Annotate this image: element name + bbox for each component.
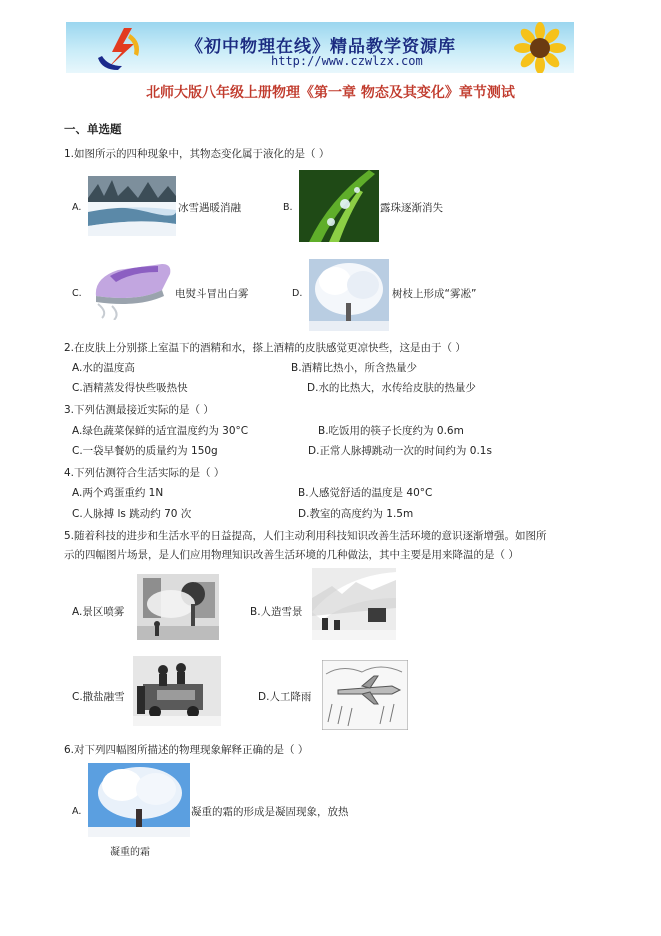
header-banner <box>66 22 574 73</box>
q5-option-c-letter: C. <box>72 691 83 703</box>
question-1-stem: 1.如图所示的四种现象中，其物态变化属于液化的是（ ） <box>64 148 330 160</box>
q5-option-c-text: 撒盐融雪 <box>82 691 125 703</box>
q1-option-c-letter: C. <box>72 288 82 299</box>
q2-option-c-text: 酒精蒸发得快些吸热快 <box>82 382 188 394</box>
q1-option-d-letter: D. <box>292 288 303 299</box>
document-title: 北师大版八年级上册物理《第一章 物态及其变化》章节测试 <box>146 85 515 101</box>
question-5-stem-line-2: 示的四幅图片场景，是人们应用物理知识改善生活环境的几种做法，其中主要是用来降温的是（ ） <box>64 549 519 561</box>
artificial-snow-photo <box>312 568 396 640</box>
q5-option-b-letter: B. <box>250 606 261 618</box>
q3-option-a-letter: A. <box>72 425 83 437</box>
q5-option-d-letter: D. <box>258 691 270 703</box>
banner-title: 《初中物理在线》精品教学资源库 <box>186 37 456 57</box>
q5-option-d <box>258 690 311 704</box>
q1-option-a-letter: A. <box>72 202 82 213</box>
section-heading: 一、单选题 <box>64 122 122 136</box>
q3-option-a-text: 绿色蔬菜保鲜的适宜温度约为 30°C <box>82 425 249 437</box>
q2-option-d-letter: D. <box>307 382 319 394</box>
q5-option-d-text: 人工降雨 <box>269 691 312 703</box>
steam-iron-photo <box>88 256 174 320</box>
q5-option-a-letter: A. <box>72 606 83 618</box>
question-6-stem: 6.对下列四幅图所描述的物理现象解释正确的是（ ） <box>64 744 309 756</box>
q6-image-caption: 凝重的霜 <box>110 847 150 858</box>
q3-option-c <box>72 444 218 458</box>
q3-option-b-text: 吃饭用的筷子长度约为 0.6m <box>328 425 464 437</box>
q2-option-b <box>291 361 417 375</box>
heavy-frost-tree-photo <box>88 763 190 837</box>
q4-option-b-text: 人感觉舒适的温度是 40°C <box>308 487 433 499</box>
q4-option-c-text: 人脉搏 ls 跳动约 70 次 <box>82 508 192 520</box>
dewdrop-leaf-photo <box>299 170 379 242</box>
q1-option-c-text: 电熨斗冒出白雾 <box>175 288 249 300</box>
q3-option-c-text: 一袋早餐奶的质量约为 150g <box>82 445 218 457</box>
logo-icon <box>94 26 146 70</box>
q2-option-b-letter: B. <box>291 362 302 374</box>
q2-option-c <box>72 381 188 395</box>
q3-option-a <box>72 424 248 438</box>
q5-option-b <box>250 605 303 619</box>
q4-option-b <box>298 486 432 500</box>
q4-option-c-letter: C. <box>72 508 83 520</box>
q1-option-a-text: 冰雪遇暖消融 <box>178 202 241 214</box>
q4-option-a <box>72 486 163 500</box>
q1-option-d-text: 树枝上形成“雾凇” <box>392 288 477 300</box>
q2-option-d <box>307 381 476 395</box>
q5-option-a <box>72 605 124 619</box>
q3-option-b-letter: B. <box>318 425 329 437</box>
q3-option-b <box>318 424 464 438</box>
rime-tree-photo <box>309 259 389 331</box>
q4-option-a-text: 两个鸡蛋重约 1N <box>82 487 164 499</box>
question-5-stem-line-1: 5.随着科技的进步和生活水平的日益提高，人们主动利用科技知识改善生活环境的意识逐渐增强。如图所 <box>64 530 547 542</box>
q4-option-d <box>298 507 413 521</box>
q1-option-b-text: 露珠逐渐消失 <box>380 202 443 214</box>
artificial-rain-drawing <box>322 660 408 730</box>
sunflower-icon <box>506 22 574 73</box>
q2-option-c-letter: C. <box>72 382 83 394</box>
salt-spreading-photo <box>133 656 221 726</box>
q4-option-d-text: 教室的高度约为 1.5m <box>309 508 414 520</box>
q6-option-a-letter: A. <box>72 806 82 817</box>
question-2-stem: 2.在皮肤上分别搽上室温下的酒精和水，搽上酒精的皮肤感觉更凉快些，这是由于（ ） <box>64 342 466 354</box>
scenic-spray-photo <box>137 574 219 640</box>
q1-option-b-letter: B. <box>283 202 293 213</box>
q4-option-d-letter: D. <box>298 508 310 520</box>
question-4-stem: 4.下列估测符合生活实际的是（ ） <box>64 467 225 479</box>
q3-option-d-text: 正常人脉搏跳动一次的时间约为 0.1s <box>319 445 492 457</box>
q3-option-d <box>308 444 492 458</box>
q4-option-b-letter: B. <box>298 487 309 499</box>
q2-option-a-text: 水的温度高 <box>82 362 135 374</box>
banner-url: http://www.czwlzx.com <box>271 54 423 68</box>
q5-option-c <box>72 690 125 704</box>
q3-option-c-letter: C. <box>72 445 83 457</box>
q2-option-a-letter: A. <box>72 362 83 374</box>
melting-snow-river-photo <box>88 176 176 236</box>
q6-option-a-text: 凝重的霜的形成是凝固现象，放热 <box>191 806 349 818</box>
q5-option-b-text: 人造雪景 <box>260 606 303 618</box>
q4-option-a-letter: A. <box>72 487 83 499</box>
q5-option-a-text: 景区喷雾 <box>82 606 125 618</box>
q2-option-b-text: 酒精比热小，所含热量少 <box>301 362 418 374</box>
q4-option-c <box>72 507 191 521</box>
question-3-stem: 3.下列估测最接近实际的是（ ） <box>64 404 214 416</box>
q2-option-a <box>72 361 135 375</box>
q2-option-d-text: 水的比热大，水传给皮肤的热量少 <box>318 382 476 394</box>
q3-option-d-letter: D. <box>308 445 320 457</box>
